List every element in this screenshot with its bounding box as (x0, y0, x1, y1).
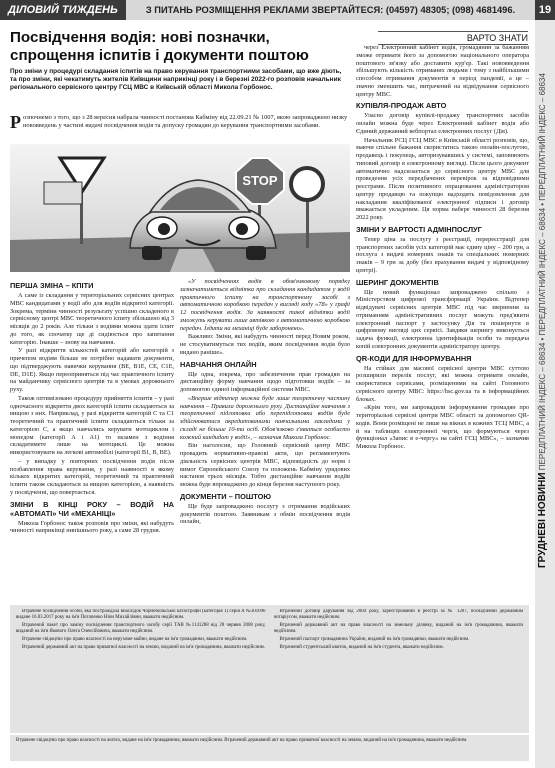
classified-notice: Втрачений пакет про заміну посвідчення транспортного засобу серії ТАВ №1141288 від 28 червня 2008 року, виданий на ім'я Якового Олега Олексійовича, вважати недійсним. (16, 623, 266, 634)
paragraph: Уласно договір купівлі-продажу транспортних засобів онлайн можна буде через Електронний кабінет водія або Єдиний державний вебпортал електронних послуг (Дія). (356, 112, 529, 135)
subheading: ПЕРША ЗМІНА – КПІТИ (10, 281, 94, 290)
ad-contact-line: З ПИТАНЬ РОЗМІЩЕННЯ РЕКЛАМИ ЗВЕРТАЙТЕСЯ: (04597) 48305; (098) 4681496. (126, 0, 535, 20)
paragraph: У разі відкриття кількостей категорій або категорій з причепом водіям більше не потрібно надавати документи, що підтверджують навички керування (ВЕ, В1Е, СЕ, С1Е, DE, D1E). Якщо переоприняться під час практичного іспиту на майданчику сервісного центрів та в умовах дорожнього руху. (10, 347, 174, 393)
subheading: НАВЧАННЯ ОНЛАЙН (180, 359, 257, 369)
article-title: Посвідчення водія: нові позначки, спрощення іспитів і документи поштою (10, 29, 309, 64)
article-column-1 (10, 278, 174, 602)
classifieds-column-1 (16, 609, 266, 729)
paragraph: Начальник РСЦ ГСЦ МВС в Київській області розповів, що, маючи спільне бажання скористатись такою онлайн-послугою, продавець і покупець, авторизувавшись у системі, заповнюють типовий договір в електронному вигляді. Після цього документ автоматично надсилається до сервісного центру МВС для проведення усіх передбачених перевірок за відповідними реєстрами. Після позитивного опрацювання адміністратором центру продавцю та покупцю надходять повідомлення для накладання кваліфікованої електронної підписи і договір вважається укладеним. Ця норма набере чинності 28 березня 2022 року. (356, 136, 529, 221)
article-column-2 (180, 278, 350, 602)
article-intro (10, 114, 350, 130)
classifieds-block (10, 605, 529, 733)
subheading: ЗМІНИ У ВАРТОСТІ АДМІНПОСЛУГ (356, 224, 482, 234)
classified-notice: Втрачений паспорт громадянина України, виданий на ім'я громадянки, вважати недійсним. (279, 637, 470, 642)
paragraph: Він наголосив, що Головний сервісний центр МВС провадить нормативно-правові акти, що регламентують діяльність сервісних центрів МВС, відповідність до норм і вимог Європейського Союзу та положень Кабміну урядових настанов трьох місяців. Тобто дистанційне навчання водіїв можна буде впроваджено до кінця березня наступного року. (180, 442, 350, 488)
side-strip-index: ПЕРЕДПЛАТНИЙ ІНДЕКС – 68634 • ПЕРЕДПЛАТНИЙ ІНДЕКС – 68634 • ПЕРЕДПЛАТНИЙ ІНДЕКС – 68634 (538, 73, 547, 471)
svg-text:STOP: STOP (242, 173, 278, 188)
classified-notice: Втрачене свідоцтво про право власності на нерухоме майно, видане на ім'я громадянки, вважати недійсним. (22, 637, 248, 642)
section-title: ДІЛОВИЙ ТИЖДЕНЬ (8, 4, 118, 16)
quote-paragraph: «Вперше відтепер можна буде лише теоретичну частину навчання – Правила дорожнього руху. Дистанційне навчання з теоретичної підготовки або перепідготовки водіїв буде здійснюватися акредитованими навчальними закладами у складі не більше 10-ти осіб. Обов'язково з'явиться особисто кожний кандидат у водії», – зазначив Микола Горбонос. (180, 394, 350, 441)
car-road-illustration (10, 144, 350, 272)
subheading: ШЕРИНГ ДОКУМЕНТІВ (356, 277, 439, 287)
article-lead: Про зміни у процедурі складання іспитів на право керування транспортними засобами, що вже діють, та про зміни, які чекатимуть жителів Київщини наприкінці року і в березні 2022-го розповів начальник регіонального сервісного центру ГСЦ МВС в Київській області Микола Горбонос. (10, 68, 342, 92)
paragraph: А саме із складання у територіальних сервісних центрах МВС кандидатами у водії або для водіїв відкритої категорії. Зокрема, терміни чинності результату успішно складеного в сервісному центрі МВС теоретичного іспиту збільшено від 3 місяців до 2 років. Але тільки з водіями можна здати іспит до того, як спочатку ще ді сидіюється про запитання категорію. Інакше – знову на навчання. (10, 292, 174, 346)
classified-notice: Втрачене посвідчення особи, яка постраждала внаслідок Чорнобильської катастрофи (категорія 1) серія А №301096 видане 16.03.2017 року на ім'я Потапенко Ніни Михайлівни, вважати недійсним. (16, 609, 266, 620)
paragraph: Микола Горбонос також розповів про зміни, які набудуть чинності наприкінці нинішнього року, а саме 28 грудня. (10, 519, 174, 535)
side-strip-text (537, 28, 553, 568)
dropcap: Р (10, 112, 21, 132)
paragraph: через Електронний кабінет водія, громадянин за бажанням зможе отримати його за допомогою національного оператора поштового зв'язку або доставити кур'єр. Такі нововведення збільшують кількість отриманих людьми і тому з найбільшими способом отримання документів в період пандемії, а це – значно зменшить час, витрачений на відвідування сервісного центру МВС. (356, 44, 529, 98)
subheading: ЗМІНИ В КІНЦІ РОКУ – ВОДІЙ НА «АВТОМАТІ» ЧИ «МЕХАНІЦІ» (10, 499, 174, 518)
article-photo (10, 144, 350, 272)
paragraph: Ще новий функціонал запроваджено спільно з Міністерством цифрової трансформації України. Відтепер відвідувачі сервісних центрів МВС під час звернення за отриманням адміністративних послуг можуть пред'явити електронний паспорт у застосунку Дія та пошернути в цифровому вигляді цих сервісі. Завдяки шерингу виконується задача функції, електронна ідентифікація особи та передача копій електронних документів адміністратору центру. (356, 288, 529, 350)
rubric-label: ВАРТО ЗНАТИ (378, 31, 528, 45)
paragraph: Важливо: Зміни, які набудуть чинності перед Новим роком, не стосуватимуться тих водіїв, яким посвідчення водія було видано раніше». (180, 333, 350, 356)
side-strip-title: ГРУДНЕВІ НОВИНИ (537, 472, 548, 568)
subheading: КУПІВЛЯ-ПРОДАЖ АВТО (356, 101, 447, 111)
paragraph: «Крім того, ми запровадили інформування громадян про територіальні сервісні центри МВС області за допомогою QR-кодів. Вони розміщені не лише на вікнах в кожних ТСЦ МВС, а й на таблицях електронної черги, що формуються через функціонал «Запис в е-чергу» на сайті ГСЦ МВС», – зазначив Микола Горбонос. (356, 404, 529, 450)
classified-notice: Втрачений державний акт на право власності на земельну ділянку, виданий на ім'я громадянина, вважати недійсним. (273, 623, 523, 634)
intro-text: озпочнемо з того, що з 28 вересня набрала чинності постанова Кабміну від 22.09.21 № 1007, якою запроваджено низку нововведень у частині видачі посвідчення водія та допуску громадян до керування транспортними засобами. (23, 114, 348, 129)
paragraph: – у випадку у повторних посвідчення водія після позбавлення права керування, у разі наявності в якому кількох відкритих категорій, теоретичний та практичний іспити також складаються за вищою категорією, а наявність у посвідченні, що повертається. (10, 457, 174, 496)
classifieds-column-2 (274, 609, 524, 729)
paragraph: Також оптимізовано процедуру прийняття іспитів – у разі одночасного відкриття двох категорій іспити складаються за вищою з них. Наприклад, у разі відкриття категорій С та С1 теоретичний та практичний іспити складаються тільки за категорією С, а якщо навчались керувати мотоциклом і мопедом (категорії A і A1) то екзамен з водіння складатимете лише на мотоциклі. Це можна використовувати на легкові автомобілі (категорії В1, В, ВЕ). (10, 394, 174, 456)
paragraph: На стійках для масової сервісної центри МВС суттєво розширили перелік послуг, які можна отримати онлайн, скористатися сервісами, розміщеними на сайті Головного сервісного центру МВС: https://hsc.gov.ua та в інформаційних блоках. (356, 364, 529, 403)
classified-notice-bottom: Втрачене свідоцтво про право власності на житло, видане на ім'я громадянина, вважати недійсним. Втрачений державний акт на право приватної власності на землю, виданий на ім'я громадянина, вважати недійсним. (10, 735, 529, 761)
subheading: ДОКУМЕНТИ – ПОШТОЮ (180, 491, 271, 501)
article-column-3 (356, 44, 529, 602)
classified-notice: Втрачений студентський квиток, виданий на ім'я студента, вважати недійсним. (279, 645, 444, 650)
page-number: 19 (538, 4, 552, 16)
classified-notice: Втрачений державний акт на право приватної власності на землю, виданий на ім'я громадянина, вважати недійсним. (22, 645, 266, 650)
side-strip (535, 20, 555, 768)
paragraph: Ще одна, зокрема, про забезпечення прав громадян на дистанційну форму навчання щодо підготовки водіїв – за допомогою єдиної інформаційної системи МВС. (180, 370, 350, 393)
top-bar (0, 0, 555, 20)
subheading: QR-КОДИ ДЛЯ ІНФОРМУВАННЯ (356, 353, 472, 363)
classified-notice: Втрачений договір дарування від 2004 року, зареєстрований в реєстрі за № 1207, посвідчений державним нотаріусом, вважати недійсним. (273, 609, 523, 620)
paragraph: Тепер ціна за послугу з реєстрації, перереєстрації для транспортних засобів усіх категорій має єдину ціну – 200 грн, а послуга з видачі номерних знаків та спеціальних номерних знаків – 9 грн за добу (без врахування видачі у відповідному центрі). (356, 235, 529, 274)
quote-paragraph: «У посвідченнях водія в обов'язковому порядку зазначатиметься відмітка про складання кандидатом у водії практичного іспиту на транспортному засобі з автоматичною коробкою передач у вигляді коду «78» у графі 12 посвідчення водія. За наявності такої відмітки водії зможуть керувати лише автівкою з автоматичною коробкою передач. Їздити на механіці буде заборонено». (180, 278, 350, 332)
paragraph: Ще буде запроваджено послугу з отримання водійських документів поштою. Заявникам з обмін посвідчення водія онлайн, (180, 502, 350, 526)
